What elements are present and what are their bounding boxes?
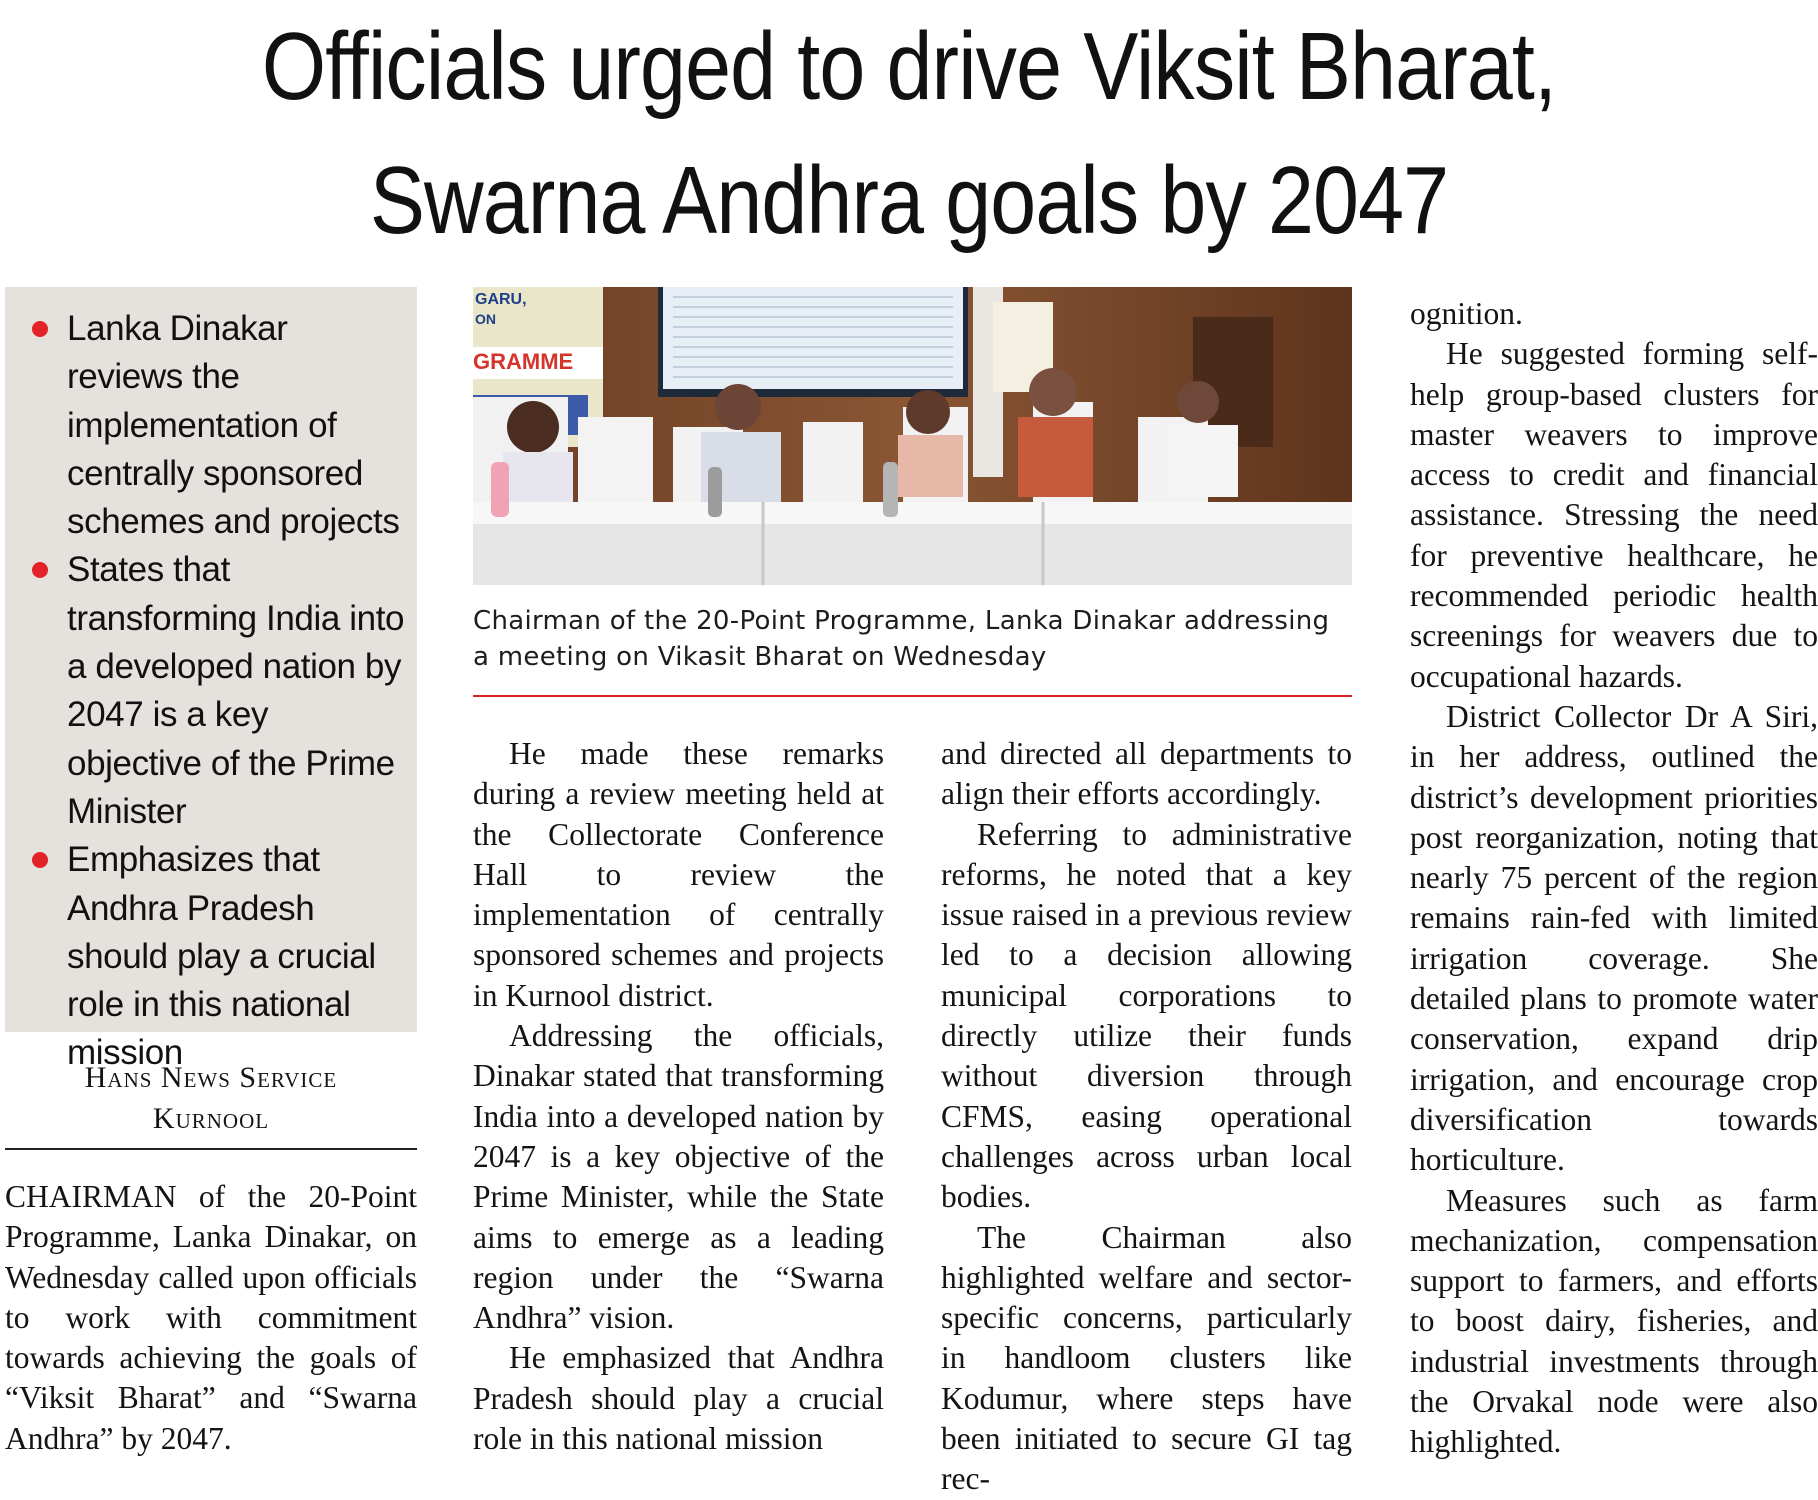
article-paragraph: and directed all departments to align their efforts accordingly.: [941, 736, 1352, 812]
highlights-list: [30, 305, 417, 1078]
byline-place: Kurnool: [152, 1102, 270, 1135]
article-paragraph: District Collector Dr A Siri, in her address, outlined the district’s development priorities post reorganization, noting that nearly 75 percent of the region remains rain-fed with limited irrigation coverage. She detailed plans to promote water conservation, expand drip irrigation, and encourage crop diversification towards horticulture.: [1410, 698, 1818, 1178]
highlight-item: [30, 305, 407, 546]
article-column-2: [473, 734, 884, 1459]
highlight-text: Emphasizes that Andhra Pradesh should play a crucial role in this national mission: [67, 840, 376, 1073]
caption-line-1: Chairman of the 20-Point Programme, Lanka Dinakar addressing: [473, 606, 1330, 636]
banner-text: GARU,: [475, 291, 527, 308]
article-paragraph: He suggested forming self-help group-based clusters for master weavers to improve access to credit and financial assistance. Stressing the need for preventive healthcare, he recommended periodic health screenings for weavers due to occupational hazards.: [1410, 336, 1818, 694]
meeting-photo: [473, 287, 1352, 585]
headline-line-1: Officials urged to drive Viksit Bharat,: [261, 13, 1557, 120]
byline-divider: [5, 1148, 417, 1150]
article-paragraph: He made these remarks during a review meeting held at the Collectorate Conference Hall to review the implementation of centrally sponsored schemes and projects in Kurnool district.: [473, 736, 884, 1013]
highlight-item: [30, 836, 407, 1077]
meeting-photo-illustration: [473, 287, 1352, 585]
banner-text: GRAMME: [473, 349, 574, 374]
article-paragraph: Addressing the officials, Dinakar stated that transforming India into a developed nation by 2047 is a key objective of the Prime Minister, while the State aims to emerge as a leading region under the “Swarna Andhra” vision.: [473, 1018, 884, 1336]
article-column-1: [5, 1177, 417, 1459]
byline-service: Hans News Service: [84, 1061, 338, 1094]
article-column-4: [1410, 294, 1818, 1463]
banner-text: ON: [475, 311, 496, 327]
headline-line-2: Swarna Andhra goals by 2047: [369, 147, 1449, 254]
red-bullet-icon: [32, 562, 48, 578]
highlight-text: States that transforming India into a developed nation by 2047 is a key objective of the Prime Minister: [67, 550, 405, 831]
article-column-3: [941, 734, 1352, 1500]
article-paragraph: Measures such as farm mechanization, compensation support to farmers, and efforts to boost dairy, fisheries, and industrial investments through the Orvakal node were also highlighted.: [1410, 1182, 1818, 1460]
red-bullet-icon: [32, 852, 48, 868]
article-paragraph: CHAIRMAN of the 20-Point Programme, Lanka Dinakar, on Wednesday called upon officials to work with commitment towards achieving the goals of “Viksit Bharat” and “Swarna Andhra” by 2047.: [5, 1179, 417, 1456]
red-bullet-icon: [32, 321, 48, 337]
article-paragraph: Referring to administrative reforms, he noted that a key issue raised in a previous review led to a decision allowing municipal corporations to directly utilize their funds without diversion through CFMS, easing operational challenges across urban local bodies.: [941, 816, 1352, 1215]
highlight-text: Lanka Dinakar reviews the implementation of centrally sponsored schemes and projects: [67, 309, 400, 542]
highlights-box: [5, 287, 417, 1073]
article-paragraph: The Chairman also highlighted welfare and sector-specific concerns, particularly in handloom clusters like Kodumur, where steps have been initiated to secure GI tag rec-: [941, 1219, 1352, 1497]
caption-line-2: a meeting on Vikasit Bharat on Wednesday: [473, 642, 1047, 672]
byline: [5, 1057, 417, 1139]
article-paragraph: ognition.: [1410, 296, 1523, 331]
headline: [127, 0, 1690, 268]
photo-caption: [473, 603, 1352, 675]
caption-divider: [473, 695, 1352, 697]
article-paragraph: He emphasized that Andhra Pradesh should play a crucial role in this national mission: [473, 1340, 884, 1457]
highlight-item: [30, 546, 407, 836]
